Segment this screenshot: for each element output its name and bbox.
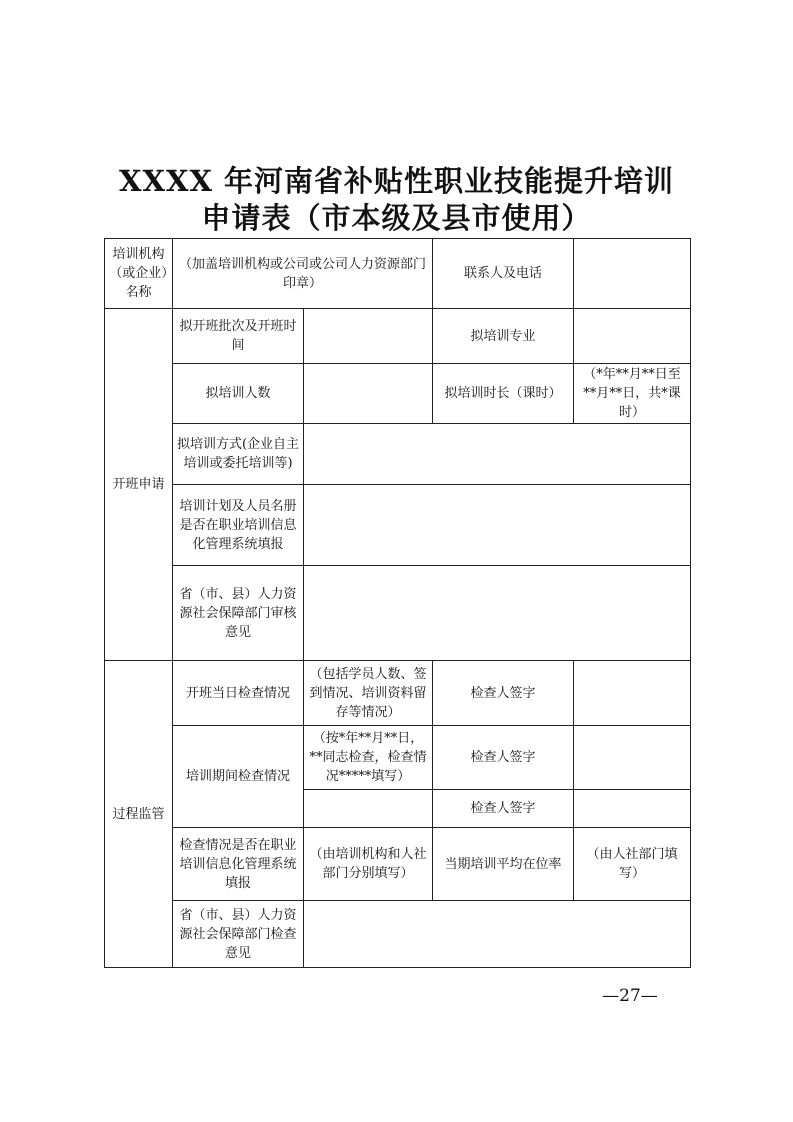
method-label: 拟培训方式(企业自主培训或委托培训等) — [173, 424, 304, 485]
trainee-count-value[interactable] — [304, 364, 433, 424]
contact-value[interactable] — [574, 239, 691, 309]
inspection-opinion-label: 省（市、县）人力资源社会保障部门检查意见 — [173, 901, 304, 968]
institution-value[interactable]: （加盖培训机构或公司或公司人力资源部门印章） — [173, 239, 433, 309]
plan-value[interactable] — [304, 485, 691, 566]
inspector-sign-value[interactable] — [574, 790, 691, 828]
application-form-table — [104, 238, 691, 968]
class-batch-label: 拟开班批次及开班时间 — [173, 309, 304, 364]
section-application-label: 开班申请 — [105, 309, 173, 661]
period-check-label: 培训期间检查情况 — [173, 726, 304, 828]
system-check-label: 检查情况是否在职业培训信息化管理系统填报 — [173, 828, 304, 901]
page-number: —27— — [602, 986, 658, 1006]
period-check-extra-value[interactable] — [304, 790, 433, 828]
review-value[interactable] — [304, 566, 691, 661]
document-title-line1: XXXX 年河南省补贴性职业技能提升培训 — [118, 164, 675, 198]
plan-label: 培训计划及人员名册是否在职业培训信息化管理系统填报 — [173, 485, 304, 566]
period-check-value[interactable]: （按*年**月**日，**同志检查，检查情况*****填写） — [304, 726, 433, 790]
opening-check-value[interactable]: （包括学员人数、签到情况、培训资料留存等情况） — [304, 661, 433, 726]
attendance-value[interactable]: （由人社部门填写） — [574, 828, 691, 901]
duration-label: 拟培训时长（课时） — [433, 364, 574, 424]
section-supervision-label: 过程监管 — [105, 661, 173, 968]
opening-check-label: 开班当日检查情况 — [173, 661, 304, 726]
review-label: 省（市、县）人力资源社会保障部门审核意见 — [173, 566, 304, 661]
system-check-value[interactable]: （由培训机构和人社部门分别填写） — [304, 828, 433, 901]
document-title-line2: 申请表（市本级及县市使用） — [201, 201, 592, 235]
method-value[interactable] — [304, 424, 691, 485]
attendance-label: 当期培训平均在位率 — [433, 828, 574, 901]
inspector-sign-label: 检查人签字 — [433, 661, 574, 726]
inspector-sign-label: 检查人签字 — [433, 726, 574, 790]
major-value[interactable] — [574, 309, 691, 364]
inspector-sign-label: 检查人签字 — [433, 790, 574, 828]
institution-label: 培训机构（或企业）名称 — [105, 239, 173, 309]
trainee-count-label: 拟培训人数 — [173, 364, 304, 424]
duration-value[interactable]: （*年**月**日至**月**日，共*课时） — [574, 364, 691, 424]
contact-label: 联系人及电话 — [433, 239, 574, 309]
class-batch-value[interactable] — [304, 309, 433, 364]
inspection-opinion-value[interactable] — [304, 901, 691, 968]
inspector-sign-value[interactable] — [574, 661, 691, 726]
major-label: 拟培训专业 — [433, 309, 574, 364]
inspector-sign-value[interactable] — [574, 726, 691, 790]
